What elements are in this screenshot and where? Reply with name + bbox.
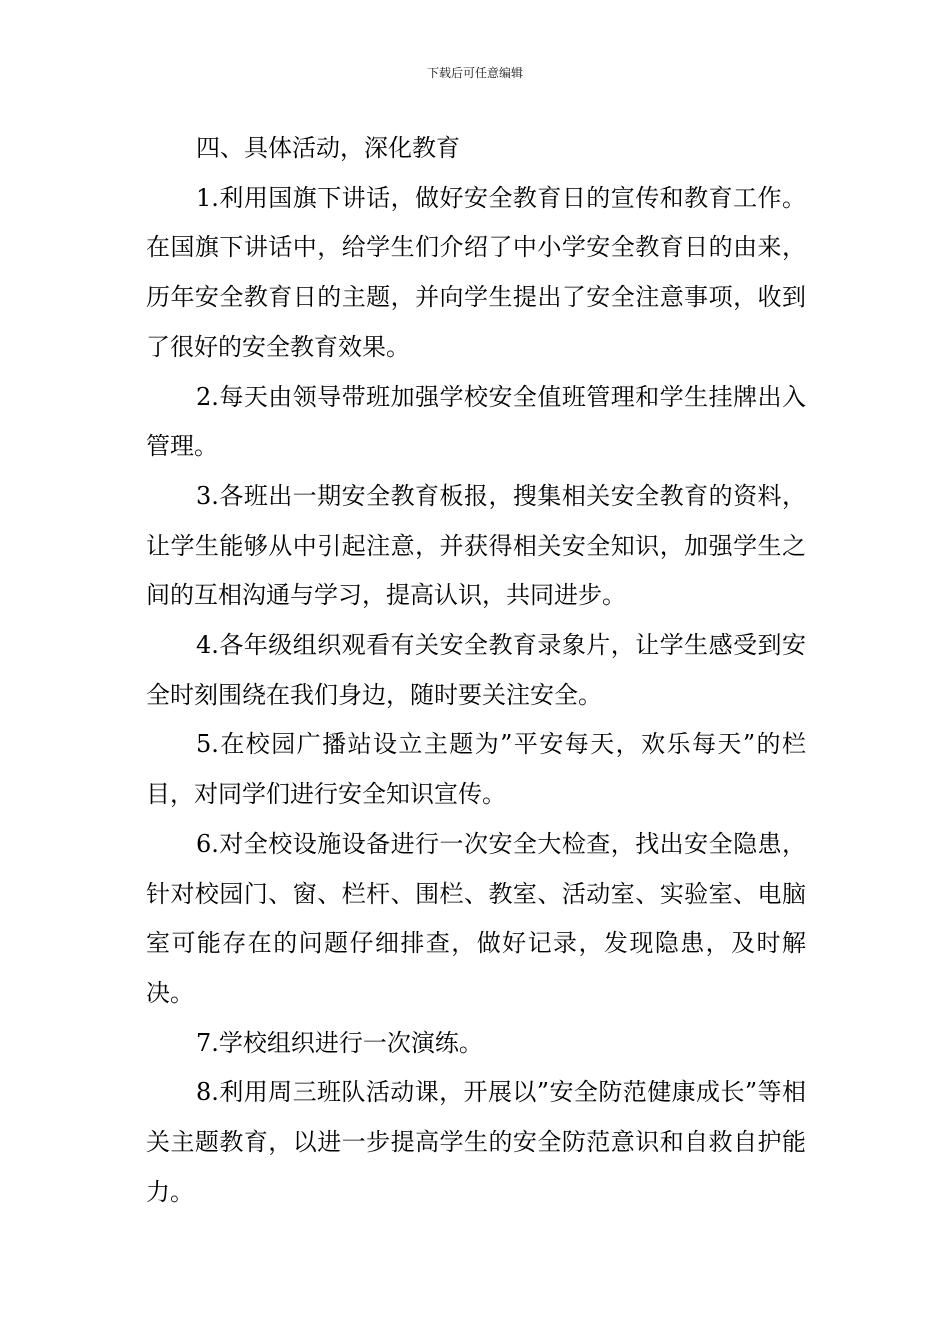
paragraph-item-5: 5.在校园广播站设立主题为”平安每天，欢乐每天”的栏目，对同学们进行安全知识宣传。 [146, 730, 806, 809]
paragraph-item-7: 7.学校组织进行一次演练。 [196, 1028, 483, 1057]
paragraph-item-8: 8.利用周三班队活动课，开展以”安全防范健康成长”等相关主题教育，以进一步提高学生的安全防范意识和自救自护能力。 [146, 1078, 806, 1206]
page-header: 下载后可任意编辑 [426, 66, 523, 80]
paragraph-item-4: 4.各年级组织观看有关安全教育录象片，让学生感受到安全时刻围绕在我们身边，随时要关注安全。 [146, 631, 806, 709]
paragraph-item-3: 3.各班出一期安全教育板报，搜集相关安全教育的资料，让学生能够从中引起注意，并获得相关安全知识，加强学生之间的互相沟通与学习，提高认识，共同进步。 [146, 481, 806, 610]
section-heading: 四、具体活动，深化教育 [196, 134, 460, 162]
document-body [146, 124, 806, 1217]
paragraph-item-2: 2.每天由领导带班加强学校安全值班管理和学生挂牌出入管理。 [146, 382, 806, 461]
paragraph-item-6: 6.对全校设施设备进行一次安全大检查，找出安全隐患，针对校园门、窗、栏杆、围栏、教室、活动室、实验室、电脑室可能存在的问题仔细排查，做好记录，发现隐患，及时解决。 [146, 829, 806, 1007]
paragraph-item-1: 1.利用国旗下讲话，做好安全教育日的宣传和教育工作。在国旗下讲话中，给学生们介绍了中小学安全教育日的由来，历年安全教育日的主题，并向学生提出了安全注意事项，收到了很好的安全教育效果。 [146, 183, 806, 361]
